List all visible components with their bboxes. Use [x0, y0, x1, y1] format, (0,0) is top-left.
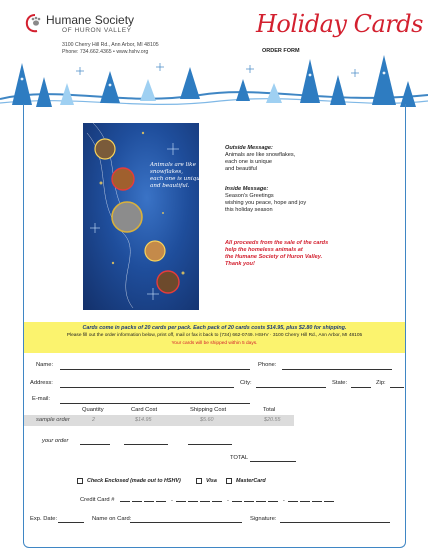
check-enclosed-label: Check Enclosed (made out to HSHV) — [87, 478, 181, 484]
phone-field[interactable] — [282, 369, 392, 370]
credit-card-label: Credit Card # — [80, 497, 115, 503]
total-label: TOTAL — [230, 455, 249, 461]
org-name: Humane Society — [46, 13, 135, 27]
org-phone: Phone: 734.662.4365 • www.hshv.org — [62, 49, 149, 55]
exp-date-field[interactable] — [58, 522, 84, 523]
col-shipping-cost: Shipping Cost — [190, 407, 227, 413]
your-order-card-cost-field[interactable] — [124, 444, 168, 445]
visa-label: Visa — [206, 478, 217, 484]
name-on-card-field[interactable] — [130, 522, 242, 523]
card-front-image — [83, 123, 199, 310]
col-quantity: Quantity — [82, 407, 104, 413]
inside-message-heading: Inside Message: — [225, 186, 269, 192]
state-label: State: — [332, 380, 348, 386]
credit-card-number-field[interactable]: - - - — [120, 498, 336, 504]
sample-card-cost: $14.95 — [135, 417, 152, 423]
org-subtitle: OF HURON VALLEY — [62, 27, 132, 34]
inside-message: Season's Greetings wishing you peace, hope and joy this holiday season — [225, 193, 307, 213]
your-order-quantity-field[interactable] — [80, 444, 110, 445]
sample-shipping: $5.60 — [200, 417, 214, 423]
shipping-note: Your cards will be shipped within 5 days. — [171, 341, 258, 346]
state-field[interactable] — [351, 387, 371, 388]
col-card-cost: Card Cost — [131, 407, 158, 413]
sample-order-label: sample order — [36, 417, 70, 423]
signature-field[interactable] — [280, 522, 390, 523]
mastercard-checkbox[interactable] — [226, 478, 232, 484]
address-field[interactable] — [60, 387, 234, 388]
card-ornaments-illustration — [83, 123, 199, 310]
outside-message: Animals are like snowflakes, each one is unique and beautiful — [225, 152, 296, 172]
col-total: Total — [263, 407, 276, 413]
city-label: City: — [240, 380, 252, 386]
outside-message-heading: Outside Message: — [225, 145, 273, 151]
paw-logo-icon — [24, 12, 46, 34]
your-order-shipping-field[interactable] — [188, 444, 232, 445]
email-field[interactable] — [60, 403, 250, 404]
zip-label: Zip: — [376, 380, 386, 386]
order-table-header — [0, 407, 428, 415]
sample-quantity: 2 — [92, 417, 95, 423]
page-title: Holiday Cards — [256, 10, 423, 38]
org-address: 3100 Cherry Hill Rd., Ann Arbor, MI 48105 — [62, 42, 159, 48]
sample-total: $20.55 — [264, 417, 281, 423]
exp-date-label: Exp. Date: — [30, 516, 58, 522]
mastercard-label: MasterCard — [236, 478, 266, 484]
email-label: E-mail: — [32, 396, 51, 402]
sample-order-row — [24, 415, 294, 426]
proceeds-note: All proceeds from the sale of the cards help the homeless animals at the Humane Society of Huron Valley. Thank you! — [225, 240, 329, 267]
your-order-label: your order — [42, 438, 69, 444]
name-on-card-label: Name on Card: — [92, 516, 132, 522]
signature-label: Signature: — [250, 516, 277, 522]
address-label: Address: — [30, 380, 53, 386]
visa-checkbox[interactable] — [196, 478, 202, 484]
name-label: Name: — [36, 362, 54, 368]
pricing-info-box — [24, 322, 405, 353]
total-field[interactable] — [250, 461, 296, 462]
card-front-text: Animals are like snowflakes, each one is unique and beautiful. — [150, 162, 204, 189]
zip-field[interactable] — [390, 387, 404, 388]
order-form-label: ORDER FORM — [262, 48, 300, 54]
city-field[interactable] — [256, 387, 326, 388]
instructions-text: Please fill out the order information below, print off, mail or fax it back to (734) 662-0749. HSHV · 3100 Cherry Hill Rd., Ann Arbor, MI 48105 — [66, 333, 363, 338]
check-enclosed-checkbox[interactable] — [77, 478, 83, 484]
phone-label: Phone: — [258, 362, 277, 368]
name-field[interactable] — [60, 369, 250, 370]
pricing-text: Cards come in packs of 20 cards per pack. Each pack of 20 cards costs $14.95, plus $2.80 for shipping. — [82, 325, 347, 331]
